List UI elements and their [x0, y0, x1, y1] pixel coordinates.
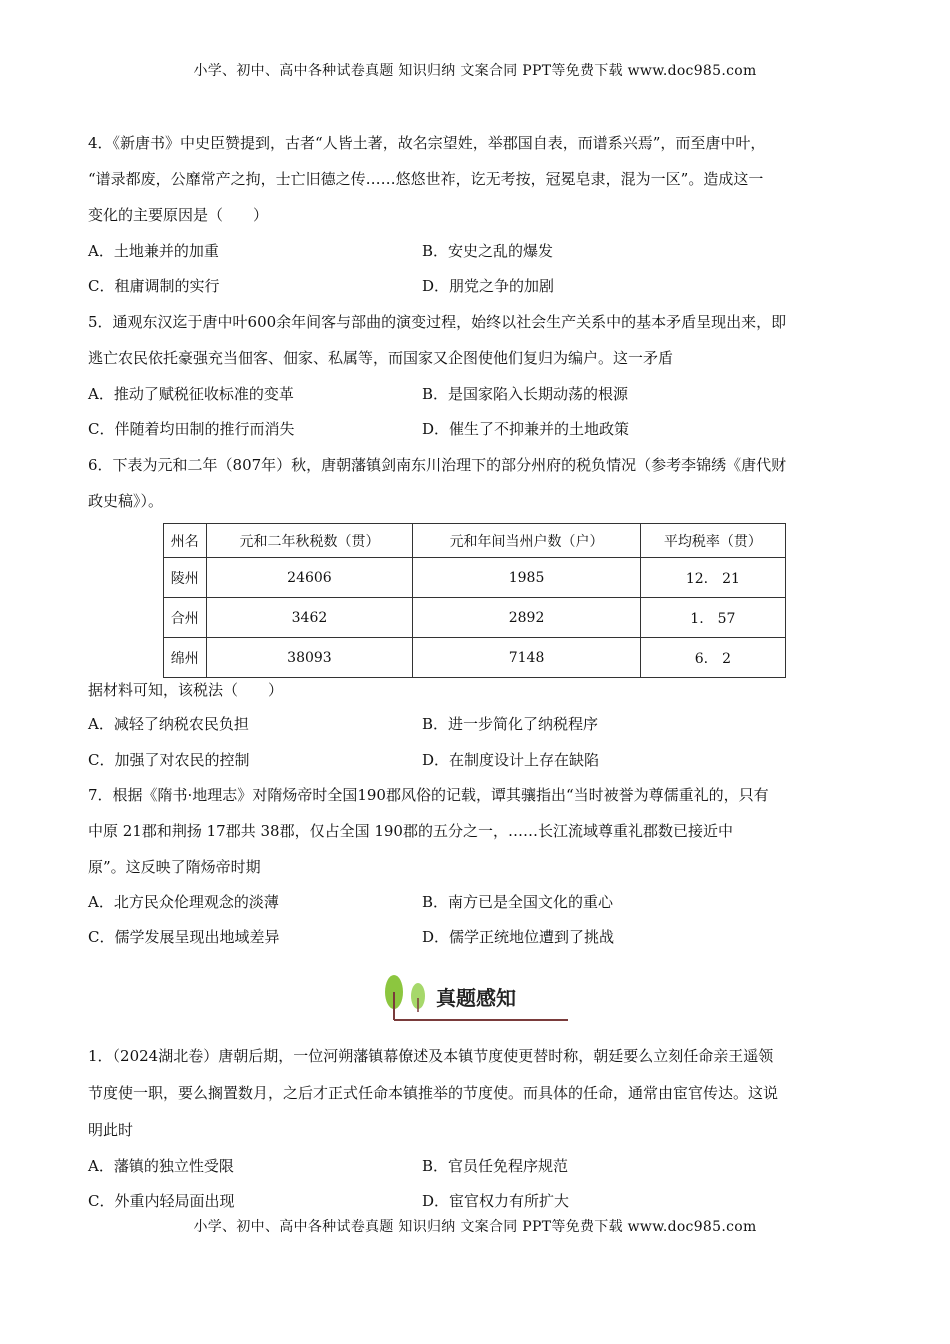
table-cell: 6. 2 — [640, 638, 785, 678]
table-cell: 24606 — [206, 558, 413, 598]
page-footer: 小学、初中、高中各种试卷真题 知识归纳 文案合同 PPT等免费下载 www.doc985.com — [193, 1219, 757, 1235]
q5-line: 5．通观东汉迄于唐中叶600余年间客与部曲的演变过程，始终以社会生产关系中的基本矛盾呈现出来，即 — [88, 313, 787, 331]
q7-option-d: D．儒学正统地位遭到了挑战 — [422, 928, 615, 946]
q5-option-d: D．催生了不抑兼并的土地政策 — [422, 420, 630, 438]
q7-line: 中原 21郡和荆扬 17郡共 38郡，仅占全国 190郡的五分之一，……长江流域尊重礼郡数已接近中 — [88, 822, 733, 840]
table-header-row — [164, 524, 786, 558]
table-cell: 3462 — [206, 598, 413, 638]
table-header: 州名 — [164, 524, 207, 558]
table-cell: 1985 — [413, 558, 640, 598]
table-cell: 7148 — [413, 638, 640, 678]
q7-line: 7．根据《隋书·地理志》对隋炀帝时全国190郡风俗的记载，谭其骧指出“当时被誉为尊儒重礼的，只有 — [88, 786, 769, 804]
q4-line: 4．《新唐书》中史臣赞提到，古者“人皆土著，故名宗望姓，举郡国自表，而谱系兴焉”，而至唐中叶， — [88, 134, 766, 152]
q1-option-c: C．外重内轻局面出现 — [88, 1192, 235, 1210]
table-row — [164, 638, 786, 678]
table-cell: 12. 21 — [640, 558, 785, 598]
q1-line: 1．（2024湖北卷）唐朝后期，一位河朔藩镇幕僚述及本镇节度使更替时称，朝廷要么立刻任命亲王遥领 — [88, 1047, 774, 1065]
table-header: 元和年间当州户数（户） — [413, 524, 640, 558]
q4-line: 变化的主要原因是（ ） — [88, 206, 269, 224]
q6-stem-after: 据材料可知，该税法（ ） — [88, 681, 284, 699]
q4-option-b: B．安史之乱的爆发 — [422, 242, 554, 260]
section-title: 真题感知 — [436, 986, 516, 1010]
table-cell: 绵州 — [164, 638, 207, 678]
q6-line: 政史稿》）。 — [88, 492, 164, 510]
table-cell: 合州 — [164, 598, 207, 638]
table-cell: 2892 — [413, 598, 640, 638]
q5-option-b: B．是国家陷入长期动荡的根源 — [422, 385, 629, 403]
table-header: 元和二年秋税数（贯） — [206, 524, 413, 558]
q7-option-a: A．北方民众伦理观念的淡薄 — [88, 893, 279, 911]
q6-option-b: B．进一步简化了纳税程序 — [422, 715, 599, 733]
q7-option-b: B．南方已是全国文化的重心 — [422, 893, 614, 911]
q6-option-a: A．减轻了纳税农民负担 — [88, 715, 249, 733]
q7-line: 原”。这反映了隋炀帝时期 — [88, 858, 261, 876]
q4-option-a: A．土地兼并的加重 — [88, 242, 219, 260]
q1-line: 节度使一职，要么搁置数月，之后才正式任命本镇推举的节度使。而具体的任命，通常由宦官传达。这说 — [88, 1084, 779, 1102]
section-banner — [378, 970, 578, 1025]
q1-option-d: D．宦官权力有所扩大 — [422, 1192, 570, 1210]
q6-option-c: C．加强了对农民的控制 — [88, 751, 250, 769]
table-cell: 38093 — [206, 638, 413, 678]
q4-option-c: C．租庸调制的实行 — [88, 277, 220, 295]
q5-option-c: C．伴随着均田制的推行而消失 — [88, 420, 295, 438]
q4-line: “谱录都废，公靡常产之拘，士亡旧德之传……悠悠世祚，讫无考按，冠冕皂隶，混为一区”。造成这一 — [88, 170, 764, 188]
q1-option-a: A．藩镇的独立性受限 — [88, 1157, 234, 1175]
q1-line: 明此时 — [88, 1121, 134, 1139]
table-header: 平均税率（贯） — [640, 524, 785, 558]
page-header: 小学、初中、高中各种试卷真题 知识归纳 文案合同 PPT等免费下载 www.doc985.com — [193, 63, 757, 79]
q5-line: 逃亡农民依托豪强充当佃客、佃家、私属等，而国家又企图使他们复归为编户。这一矛盾 — [88, 349, 674, 367]
q5-option-a: A．推动了赋税征收标准的变革 — [88, 385, 294, 403]
table-row — [164, 598, 786, 638]
table-cell: 陵州 — [164, 558, 207, 598]
table-row — [164, 558, 786, 598]
q6-option-d: D．在制度设计上存在缺陷 — [422, 751, 600, 769]
q7-option-c: C．儒学发展呈现出地域差异 — [88, 928, 280, 946]
q1-option-b: B．官员任免程序规范 — [422, 1157, 569, 1175]
q4-option-d: D．朋党之争的加剧 — [422, 277, 555, 295]
tax-table — [163, 523, 786, 678]
table-cell: 1. 57 — [640, 598, 785, 638]
q6-line: 6．下表为元和二年（807年）秋，唐朝藩镇剑南东川治理下的部分州府的税负情况（参考李锦绣《唐代财 — [88, 456, 787, 474]
